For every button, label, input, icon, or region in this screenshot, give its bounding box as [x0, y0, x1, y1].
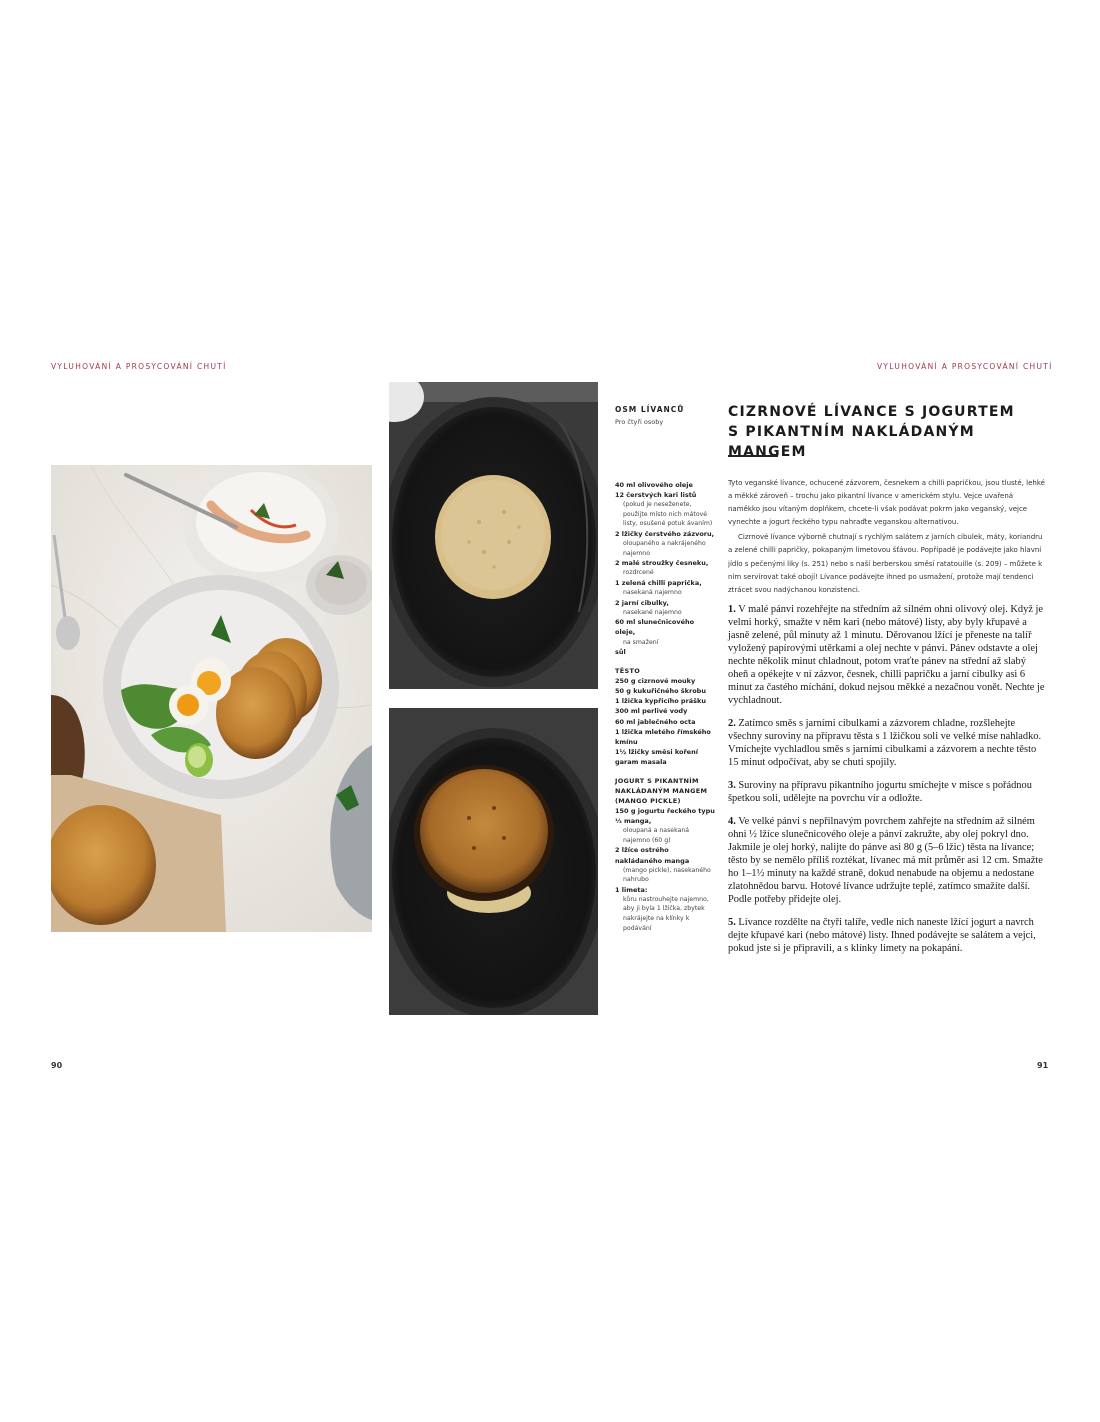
- ingredient-name: 40 ml olivového oleje: [615, 481, 693, 489]
- yield-title: OSM LÍVANCŮ: [615, 405, 685, 414]
- title-rule: [728, 455, 778, 457]
- step-number: 1.: [728, 604, 736, 615]
- ingredient-item: [615, 816, 715, 845]
- step-number: 4.: [728, 816, 736, 827]
- step-number: 5.: [728, 917, 736, 928]
- recipe-intro: [728, 477, 1046, 597]
- step-number: 3.: [728, 780, 736, 791]
- ingredient-item: [615, 480, 715, 490]
- ingredient-note: na smažení: [623, 638, 659, 646]
- ingredient-item: [615, 676, 715, 686]
- ingredient-item: [615, 490, 715, 529]
- ingredient-note: oloupaného a nakrájeného najemno: [623, 540, 706, 557]
- step-number: 2.: [728, 718, 736, 729]
- ingredients-column: [615, 405, 715, 933]
- intro-paragraph: Cizrnové lívance výborně chutnají s rychlým salátem z jarních cibulek, máty, koriandru a zelené chilli papričky, pokapaným limetovou šťávou. Popřípadě je podávejte jako hlavní jídlo s pečenými liky (s. 251) nebo s naší berberskou směsí ratatouille (s. 209) – můžete k nim servírovat také obojí! Lívance podávejte ihned po usmažení, protože mají tendenci ztrácet svou nadýchanou konzistenci.: [728, 533, 1043, 594]
- ingredient-item: [615, 806, 715, 816]
- recipe-title: [728, 402, 1048, 462]
- ingredient-note: kůru nastrouhejte najemno, aby ji byla 1 lžička, zbytek nakrájejte na klínky k podávání: [623, 895, 709, 932]
- ingredient-note: nasekaná najemno: [623, 589, 682, 597]
- recipe-step: [728, 815, 1048, 906]
- ingredient-name: 250 g cizrnové mouky: [615, 677, 696, 686]
- ingredient-note: (mango pickle), nasekaného nahrubo: [623, 866, 711, 884]
- ingredient-name: 60 ml jablečného octa: [615, 717, 696, 726]
- running-head-right: VYLUHOVÁNÍ A PROSYCOVÁNÍ CHUTÍ: [877, 362, 1053, 371]
- step-text: Lívance rozdělte na čtyři talíře, vedle nich naneste lžící jogurt a navrch dejte křupavé kari (nebo mátové) listy. Ihned podávejte se salátem a vejci, pokud jste si je připravili, a s klínky limety na pokapání.: [728, 917, 1036, 954]
- ingredient-name: 2 jarní cibulky,: [615, 598, 669, 607]
- ingredient-item: [615, 578, 715, 598]
- ingredient-name: 50 g kukuřičného škrobu: [615, 687, 706, 696]
- ingredient-name: 300 ml perlivé vody: [615, 707, 688, 716]
- ingredient-item: [615, 747, 715, 767]
- ingredient-item: [615, 706, 715, 716]
- ingredient-name: 1 lžička mletého římského kmínu: [615, 727, 711, 746]
- ingredient-name: 12 čerstvých kari listů: [615, 491, 697, 500]
- ingredient-note: nasekané najemno: [623, 608, 682, 616]
- ingredient-group-title: TĚSTO: [615, 667, 641, 676]
- step-text: Zatímco směs s jarními cibulkami a zázvorem chladne, rozšlehejte všechny suroviny na přípravu těsta s 1 lžičkou soli ve velké míse nahladko. Vmíchejte vychladlou směs s jarními cibulkami a zázvorem a nechte těsto 15 minut odpočívat, aby se chuti spojily.: [728, 718, 1042, 768]
- ingredient-name: sůl: [615, 648, 626, 657]
- running-head-left: VYLUHOVÁNÍ A PROSYCOVÁNÍ CHUTÍ: [51, 362, 227, 371]
- ingredient-item: [615, 696, 715, 706]
- ingredient-item: [615, 727, 715, 747]
- cooked-pancake-pan-photo: [389, 708, 598, 1015]
- ingredient-group-title: JOGURT S PIKANTNÍM NAKLÁDANÝM MANGEM (MANGO PICKLE): [615, 777, 708, 806]
- step-text: Ve velké pánvi s nepřilnavým povrchem zahřejte na středním až silném ohni ½ lžíce slunečnicového oleje a pánví zakružte, aby olej pokryl dno. Jakmile je olej horký, nalijte do pánve asi 80 g (5–6 lžic) těsta na lívance; těsto by se nemělo příliš roztékat, lívanec má mít průměr asi 12 cm. Smažte ho 1–1½ minuty na každé straně, dokud nenabude na objemu a nedostane zlatohnědou barvu. Hotové lívance udržujte teplé, zatímco smažíte další. Podle potřeby přidejte olej.: [728, 816, 1043, 905]
- ingredient-list: [615, 480, 715, 933]
- ingredient-item: [615, 617, 715, 647]
- ingredient-item: [615, 529, 715, 558]
- ingredient-name: ⅓ manga,: [615, 817, 652, 826]
- recipe-step: [728, 717, 1048, 769]
- recipe-step: [728, 916, 1048, 955]
- recipe-step: [728, 779, 1048, 805]
- ingredient-note: (pokud je neseženete, použijte místo nich mátové listy, osušené potuk ávaním): [623, 501, 713, 528]
- ingredient-name: 1 limeta:: [615, 885, 648, 894]
- recipe-steps: [728, 603, 1048, 965]
- ingredient-name: 1½ lžičky směsi koření garam masala: [615, 747, 698, 766]
- ingredient-name: 1 zelená chilli paprička,: [615, 578, 702, 587]
- ingredient-name: 2 lžičky čerstvého zázvoru,: [615, 529, 715, 538]
- ingredient-item: [615, 686, 715, 696]
- ingredient-note: oloupaná a nasekaná najemno (60 g): [623, 827, 690, 844]
- ingredient-note: rozdrcené: [623, 569, 654, 577]
- step-text: V malé pánvi rozehřejte na středním až silném ohni olivový olej. Když je velmi horký, smažte v něm kari (nebo mátové) listy, aby byly křupavé a jasně zelené, půl minuty až 1 minutu. Děrovanou lžící je přeneste na talíř vyložený papírovými utěrkami a olej nechte v pánvi. Pánev odstavte a olej nechte několik minut chladnout, potom vraťte pánev na střední až slabý oheň a opékejte v ní zázvor, česnek, chilli papričku a jarní cibulky asi 6 minut za častého míchání, dokud nejsou měkké a nezačnou vonět. Nechte je vychladnout.: [728, 604, 1045, 706]
- step-text: Suroviny na přípravu pikantního jogurtu smíchejte v misce s pořádnou špetkou soli, udělejte na povrchu vír a odložte.: [728, 780, 1032, 804]
- pancakes-plate-photo: [51, 465, 372, 932]
- page-number-left: 90: [51, 1061, 63, 1070]
- ingredient-name: 150 g jogurtu řeckého typu: [615, 807, 715, 816]
- ingredient-item: [615, 885, 715, 933]
- intro-paragraph: Tyto veganské lívance, ochucené zázvorem, česnekem a chilli papričkou, jsou tlusté, lehké a měkké zároveň – trochu jako pikantní lívance v americkém stylu. Vejce uvařená naměkko jsou vítaným doplňkem, chcete-li však podávat pokrm jako veganský, vejce vynechte a jogurt řeckého typu nahraďte veganskou alternativou.: [728, 479, 1045, 527]
- ingredient-item: [615, 558, 715, 578]
- raw-batter-pan-photo: [389, 382, 598, 689]
- ingredient-item: [615, 598, 715, 618]
- recipe-title-line-1: CIZRNOVÉ LÍVANCE S JOGURTEM: [728, 404, 1015, 420]
- ingredient-item: [615, 845, 715, 884]
- ingredient-item: [615, 647, 715, 657]
- ingredient-name: 60 ml slunečnicového oleje,: [615, 618, 695, 637]
- page-number-right: 91: [1037, 1061, 1049, 1070]
- yield-subtitle: Pro čtyři osoby: [615, 418, 664, 426]
- recipe-step: [728, 603, 1048, 707]
- ingredient-item: [615, 717, 715, 727]
- ingredient-name: 2 lžíce ostrého nakládaného manga: [615, 846, 690, 865]
- recipe-title-line-2: S PIKANTNÍM NAKLÁDANÝM MANGEM: [728, 424, 975, 460]
- ingredient-name: 1 lžička kypřicího prášku: [615, 697, 706, 706]
- ingredient-name: 2 malé stroužky česneku,: [615, 559, 709, 568]
